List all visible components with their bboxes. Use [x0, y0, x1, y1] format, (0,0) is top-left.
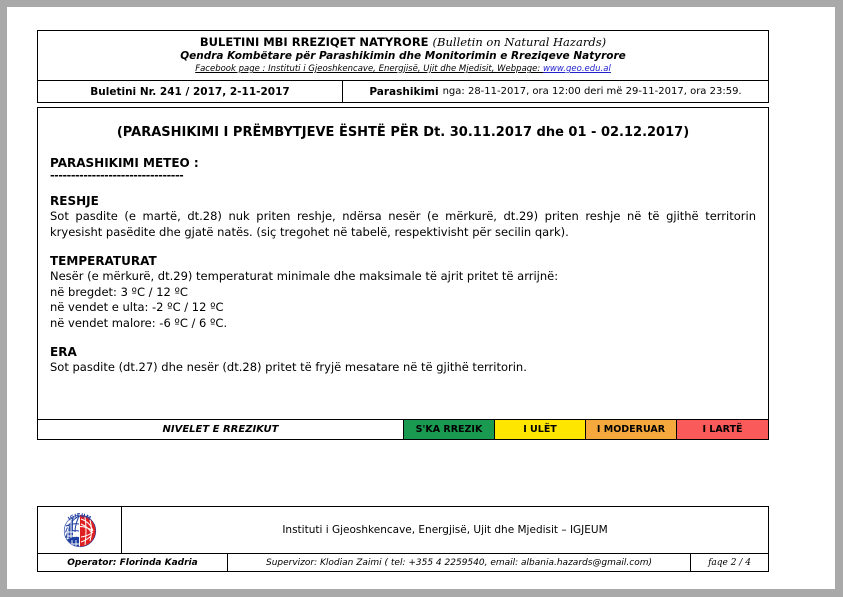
svg-text:IGJEUM: IGJEUM	[66, 512, 92, 523]
bulletin-footer	[37, 506, 769, 572]
temperature-coastal-line: në bregdet: 3 ºC / 12 ºC	[50, 284, 188, 299]
risk-levels-label: NIVELET E RREZIKUT	[38, 420, 404, 439]
meteo-forecast-heading-block	[50, 156, 756, 180]
bulletin-subtitle: Qendra Kombëtare për Parashikimin dhe Monitorimin e Rreziqeve Natyrore	[180, 50, 626, 62]
logo-cell	[38, 507, 122, 553]
contact-text: Facebook page : Instituti i Gjeoshkencave, Energjisë, Ujit dhe Mjedisit, Webpage:	[195, 64, 543, 74]
section-heading-reshje: RESHJE	[50, 194, 99, 208]
temperature-lowland-line: në vendet e ulta: -2 ºC / 12 ºC	[50, 300, 224, 314]
institute-name: Instituti i Gjeoshkencave, Energjisë, Ujit dhe Mjedisit – IGJEUM	[282, 524, 608, 536]
risk-level-no-risk: S'KA RREZIK	[404, 420, 495, 439]
section-heading-era: ERA	[50, 345, 77, 359]
meteo-forecast-heading: PARASHIKIMI METEO :	[50, 156, 199, 170]
risk-levels-legend	[38, 419, 768, 439]
forecast-range: nga: 28-11-2017, ora 12:00 deri më 29-11-2017, ora 23:59.	[442, 86, 742, 97]
section-era	[50, 345, 756, 376]
section-heading-temperaturat: TEMPERATURAT	[50, 254, 157, 268]
flood-forecast-title: (PARASHIKIMI I PRËMBYTJEVE ËSHTË PËR Dt. 30.11.2017 dhe 01 - 02.12.2017)	[116, 125, 690, 140]
temperature-intro-line: Nesër (e mërkurë, dt.29) temperaturat minimale dhe maksimale të ajrit pritet të arrijnë:	[50, 269, 559, 283]
supervisor-credit: Supervizor: Klodian Zaimi ( tel: +355 4 2259540, email: albania.hazards@gmail.com)	[228, 554, 691, 571]
forecast-period	[343, 81, 768, 102]
document-page	[7, 7, 835, 589]
page-number: faqe 2 / 4	[708, 557, 751, 568]
risk-level-moderate: I MODERUAR	[586, 420, 677, 439]
forecast-label: Parashikimi	[369, 85, 439, 98]
temperature-mountain-line: në vendet malore: -6 ºC / 6 ºC.	[50, 315, 228, 330]
section-text-reshje: Sot pasdite (e martë, dt.28) nuk priten reshje, ndërsa nesër (e mërkurë, dt.29) priten reshje në të gjithë territorin kryesisht pasëdite dhe gjatë natës. (siç tregohet në tabelë, respektivisht për secilin qark).	[50, 209, 756, 239]
webpage-link[interactable]: www.geo.edu.al	[542, 64, 611, 74]
section-reshje	[50, 194, 756, 240]
section-text-era: Sot pasdite (dt.27) dhe nesër (dt.28) pritet të fryjë mesatare në të gjithë territorin.	[50, 360, 527, 374]
heading-underline-dashes: --------------------------------	[50, 169, 184, 182]
bulletin-header	[37, 30, 769, 103]
bulletin-title-english: (Bulletin on Natural Hazards)	[432, 35, 607, 49]
header-contact-line	[44, 63, 762, 75]
igjeum-logo-icon	[49, 510, 111, 550]
body-content	[38, 108, 768, 376]
operator-credit: Operator: Florinda Kadria	[38, 554, 228, 571]
bulletin-number: Buletini Nr. 241 / 2017, 2-11-2017	[38, 81, 343, 102]
bulletin-main-title	[44, 35, 762, 49]
bulletin-title-albanian: BULETINI MBI RREZIQET NATYRORE	[199, 35, 429, 49]
section-temperaturat	[50, 254, 756, 331]
bulletin-body	[37, 107, 769, 440]
footer-institute-row	[38, 507, 768, 554]
header-title-block	[38, 31, 768, 81]
risk-level-low: I ULËT	[495, 420, 586, 439]
risk-level-high: I LARTË	[677, 420, 768, 439]
footer-credits-row	[38, 554, 768, 571]
header-meta-row	[38, 81, 768, 102]
